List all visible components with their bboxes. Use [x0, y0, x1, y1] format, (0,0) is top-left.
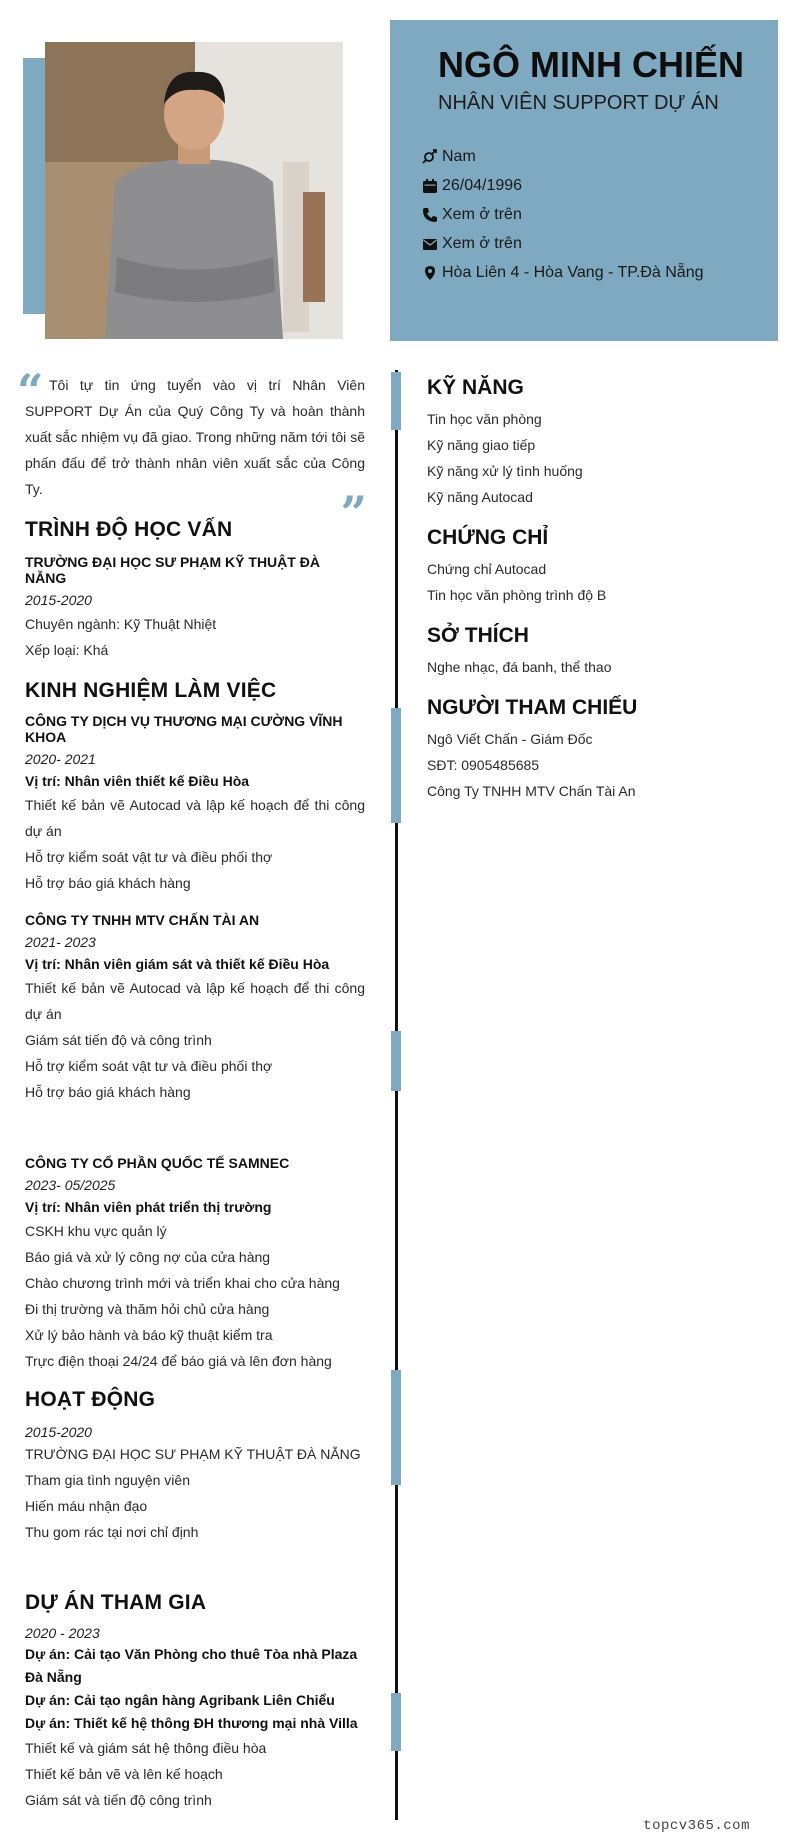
projects-title: DỰ ÁN THAM GIA: [25, 1591, 207, 1614]
hobbies-title: SỞ THÍCH: [427, 624, 529, 647]
job-duty: Hỗ trợ kiểm soát vật tư và điều phối thợ: [25, 849, 273, 865]
activity-line: Tham gia tình nguyện viên: [25, 1472, 190, 1488]
job-duty: CSKH khu vực quản lý: [25, 1223, 167, 1239]
job-duty: Hỗ trợ báo giá khách hàng: [25, 875, 191, 891]
activities-period: 2015-2020: [25, 1424, 92, 1440]
job-period: 2020- 2021: [25, 751, 96, 767]
info-email: [420, 229, 704, 258]
activity-line: Thu gom rác tại nơi chỉ định: [25, 1524, 199, 1540]
activities-section: [25, 1388, 365, 1545]
activity-line: Hiến máu nhận đạo: [25, 1498, 148, 1514]
skill-item: Tin học văn phòng: [427, 411, 542, 427]
job-duty: Trực điện thoại 24/24 để báo giá và lên đơn hàng: [25, 1353, 332, 1369]
info-gender-text: Nam: [442, 147, 476, 165]
left-column: [17, 364, 367, 1813]
skills-title: KỸ NĂNG: [427, 376, 524, 399]
gender-icon: [420, 148, 440, 166]
project-line: Giám sát và tiến độ công trình: [25, 1792, 212, 1808]
education-school: TRƯỜNG ĐẠI HỌC SƯ PHẠM KỸ THUẬT ĐÀ NẴNG: [25, 554, 320, 586]
project-item: Dự án: Thiết kế hệ thông ĐH thương mại nhà Villa: [25, 1715, 358, 1731]
education-period: 2015-2020: [25, 592, 92, 608]
job-duty: Xử lý bảo hành và báo kỹ thuật kiểm tra: [25, 1327, 273, 1343]
timeline-marker: [391, 1693, 401, 1751]
watermark: topcv365.com: [643, 1818, 750, 1834]
job-entry: [25, 912, 365, 1105]
job-company: CÔNG TY TNHH MTV CHẤN TÀI AN: [25, 912, 260, 928]
objective-text: Tôi tự tin ứng tuyển vào vị trí Nhân Viên SUPPORT Dự Án của Quý Công Ty và hoàn thành xuất sắc nhiệm vụ đã giao. Trong những năm tới tôi sẽ phấn đấu để trở thành nhân viên xuất sắc của Công Ty.: [25, 377, 365, 497]
job-title: NHÂN VIÊN SUPPORT DỰ ÁN: [438, 92, 719, 114]
activity-line: TRƯỜNG ĐẠI HỌC SƯ PHẠM KỸ THUẬT ĐÀ NẴNG: [25, 1446, 361, 1462]
quote-close-icon: ”: [340, 486, 367, 540]
job-period: 2021- 2023: [25, 934, 96, 950]
activities-title: HOẠT ĐỘNG: [25, 1388, 156, 1411]
projects-section: [25, 1591, 365, 1813]
info-gender: [420, 142, 704, 171]
right-column: [427, 372, 767, 804]
skill-item: Kỹ năng giao tiếp: [427, 437, 536, 453]
project-item: Dự án: Cải tạo ngân hàng Agribank Liên Chiểu: [25, 1692, 335, 1708]
job-entry: [25, 1155, 365, 1374]
references-title: NGƯỜI THAM CHIẾU: [427, 696, 638, 719]
profile-photo: [45, 42, 343, 339]
timeline-marker: [391, 708, 401, 823]
job-duty: Hỗ trợ kiểm soát vật tư và điều phối thợ: [25, 1058, 273, 1074]
info-phone: [420, 200, 704, 229]
project-line: Thiết kế bản vẽ và lên kế hoạch: [25, 1766, 223, 1782]
job-role: Vị trí: Nhân viên giám sát và thiết kế Điều Hòa: [25, 956, 330, 972]
phone-icon: [420, 206, 440, 224]
education-title: TRÌNH ĐỘ HỌC VẤN: [25, 518, 233, 541]
job-company: CÔNG TY DỊCH VỤ THƯƠNG MẠI CƯỜNG VĨNH KHOA: [25, 713, 343, 745]
personal-info-list: [420, 142, 704, 287]
certificates-title: CHỨNG CHỈ: [427, 526, 549, 549]
job-entry: [25, 713, 365, 896]
info-address-text: Hòa Liên 4 - Hòa Vang - TP.Đà Nẵng: [442, 263, 704, 281]
info-phone-text: Xem ở trên: [442, 205, 522, 223]
info-birthday-text: 26/04/1996: [442, 176, 523, 194]
envelope-icon: [420, 235, 440, 253]
job-duty: Thiết kế bản vẽ Autocad và lập kế hoạch để thi công dự án: [25, 980, 365, 1022]
info-address: [420, 258, 704, 287]
job-role: Vị trí: Nhân viên phát triển thị trường: [25, 1199, 272, 1215]
education-major: Chuyên ngành: Kỹ Thuật Nhiệt: [25, 616, 217, 632]
job-duty: Giám sát tiến độ và công trình: [25, 1032, 212, 1048]
job-company: CÔNG TY CỔ PHẦN QUỐC TẾ SAMNEC: [25, 1155, 290, 1171]
timeline-marker: [391, 1370, 401, 1485]
project-line: Thiết kế và giám sát hệ thông điều hòa: [25, 1740, 267, 1756]
certificates-section: [427, 526, 767, 608]
experience-section: [25, 679, 365, 1374]
skills-section: [427, 376, 767, 510]
info-email-text: Xem ở trên: [442, 234, 522, 252]
job-role: Vị trí: Nhân viên thiết kế Điều Hòa: [25, 773, 250, 789]
project-item: Dự án: Cải tạo Văn Phòng cho thuê Tòa nhà Plaza Đà Nẵng: [25, 1646, 358, 1685]
certificate-item: Tin học văn phòng trình độ B: [427, 587, 607, 603]
job-duty: Chào chương trình mới và triển khai cho cửa hàng: [25, 1275, 340, 1291]
header-box: [390, 20, 778, 341]
info-birthday: [420, 171, 704, 200]
job-duty: Thiết kế bản vẽ Autocad và lập kế hoạch để thi công dự án: [25, 797, 365, 839]
job-duty: Báo giá và xử lý công nợ của cửa hàng: [25, 1249, 271, 1265]
skill-item: Kỹ năng xử lý tình huống: [427, 463, 583, 479]
education-section: [25, 518, 365, 663]
job-period: 2023- 05/2025: [25, 1177, 116, 1193]
reference-item: SĐT: 0905485685: [427, 757, 540, 773]
map-pin-icon: [420, 264, 440, 282]
reference-item: Công Ty TNHH MTV Chấn Tài An: [427, 783, 636, 799]
hobbies-section: [427, 624, 767, 680]
skill-item: Kỹ năng Autocad: [427, 489, 533, 505]
experience-title: KINH NGHIỆM LÀM VIỆC: [25, 679, 277, 702]
reference-item: Ngô Viết Chấn - Giám Đốc: [427, 731, 593, 747]
references-section: [427, 696, 767, 804]
candidate-name: NGÔ MINH CHIẾN: [438, 44, 744, 85]
timeline-line: [395, 370, 398, 1820]
calendar-icon: [420, 177, 440, 195]
quote-open-icon: “: [17, 364, 44, 418]
timeline-marker: [391, 1031, 401, 1091]
certificate-item: Chứng chỉ Autocad: [427, 561, 547, 577]
timeline-marker: [391, 372, 401, 430]
job-duty: Đi thị trường và thăm hỏi chủ cửa hàng: [25, 1301, 270, 1317]
education-grade: Xếp loại: Khá: [25, 642, 109, 658]
hobby-item: Nghe nhạc, đá banh, thể thao: [427, 659, 612, 675]
job-duty: Hỗ trợ báo giá khách hàng: [25, 1084, 191, 1100]
projects-period: 2020 - 2023: [25, 1625, 100, 1641]
